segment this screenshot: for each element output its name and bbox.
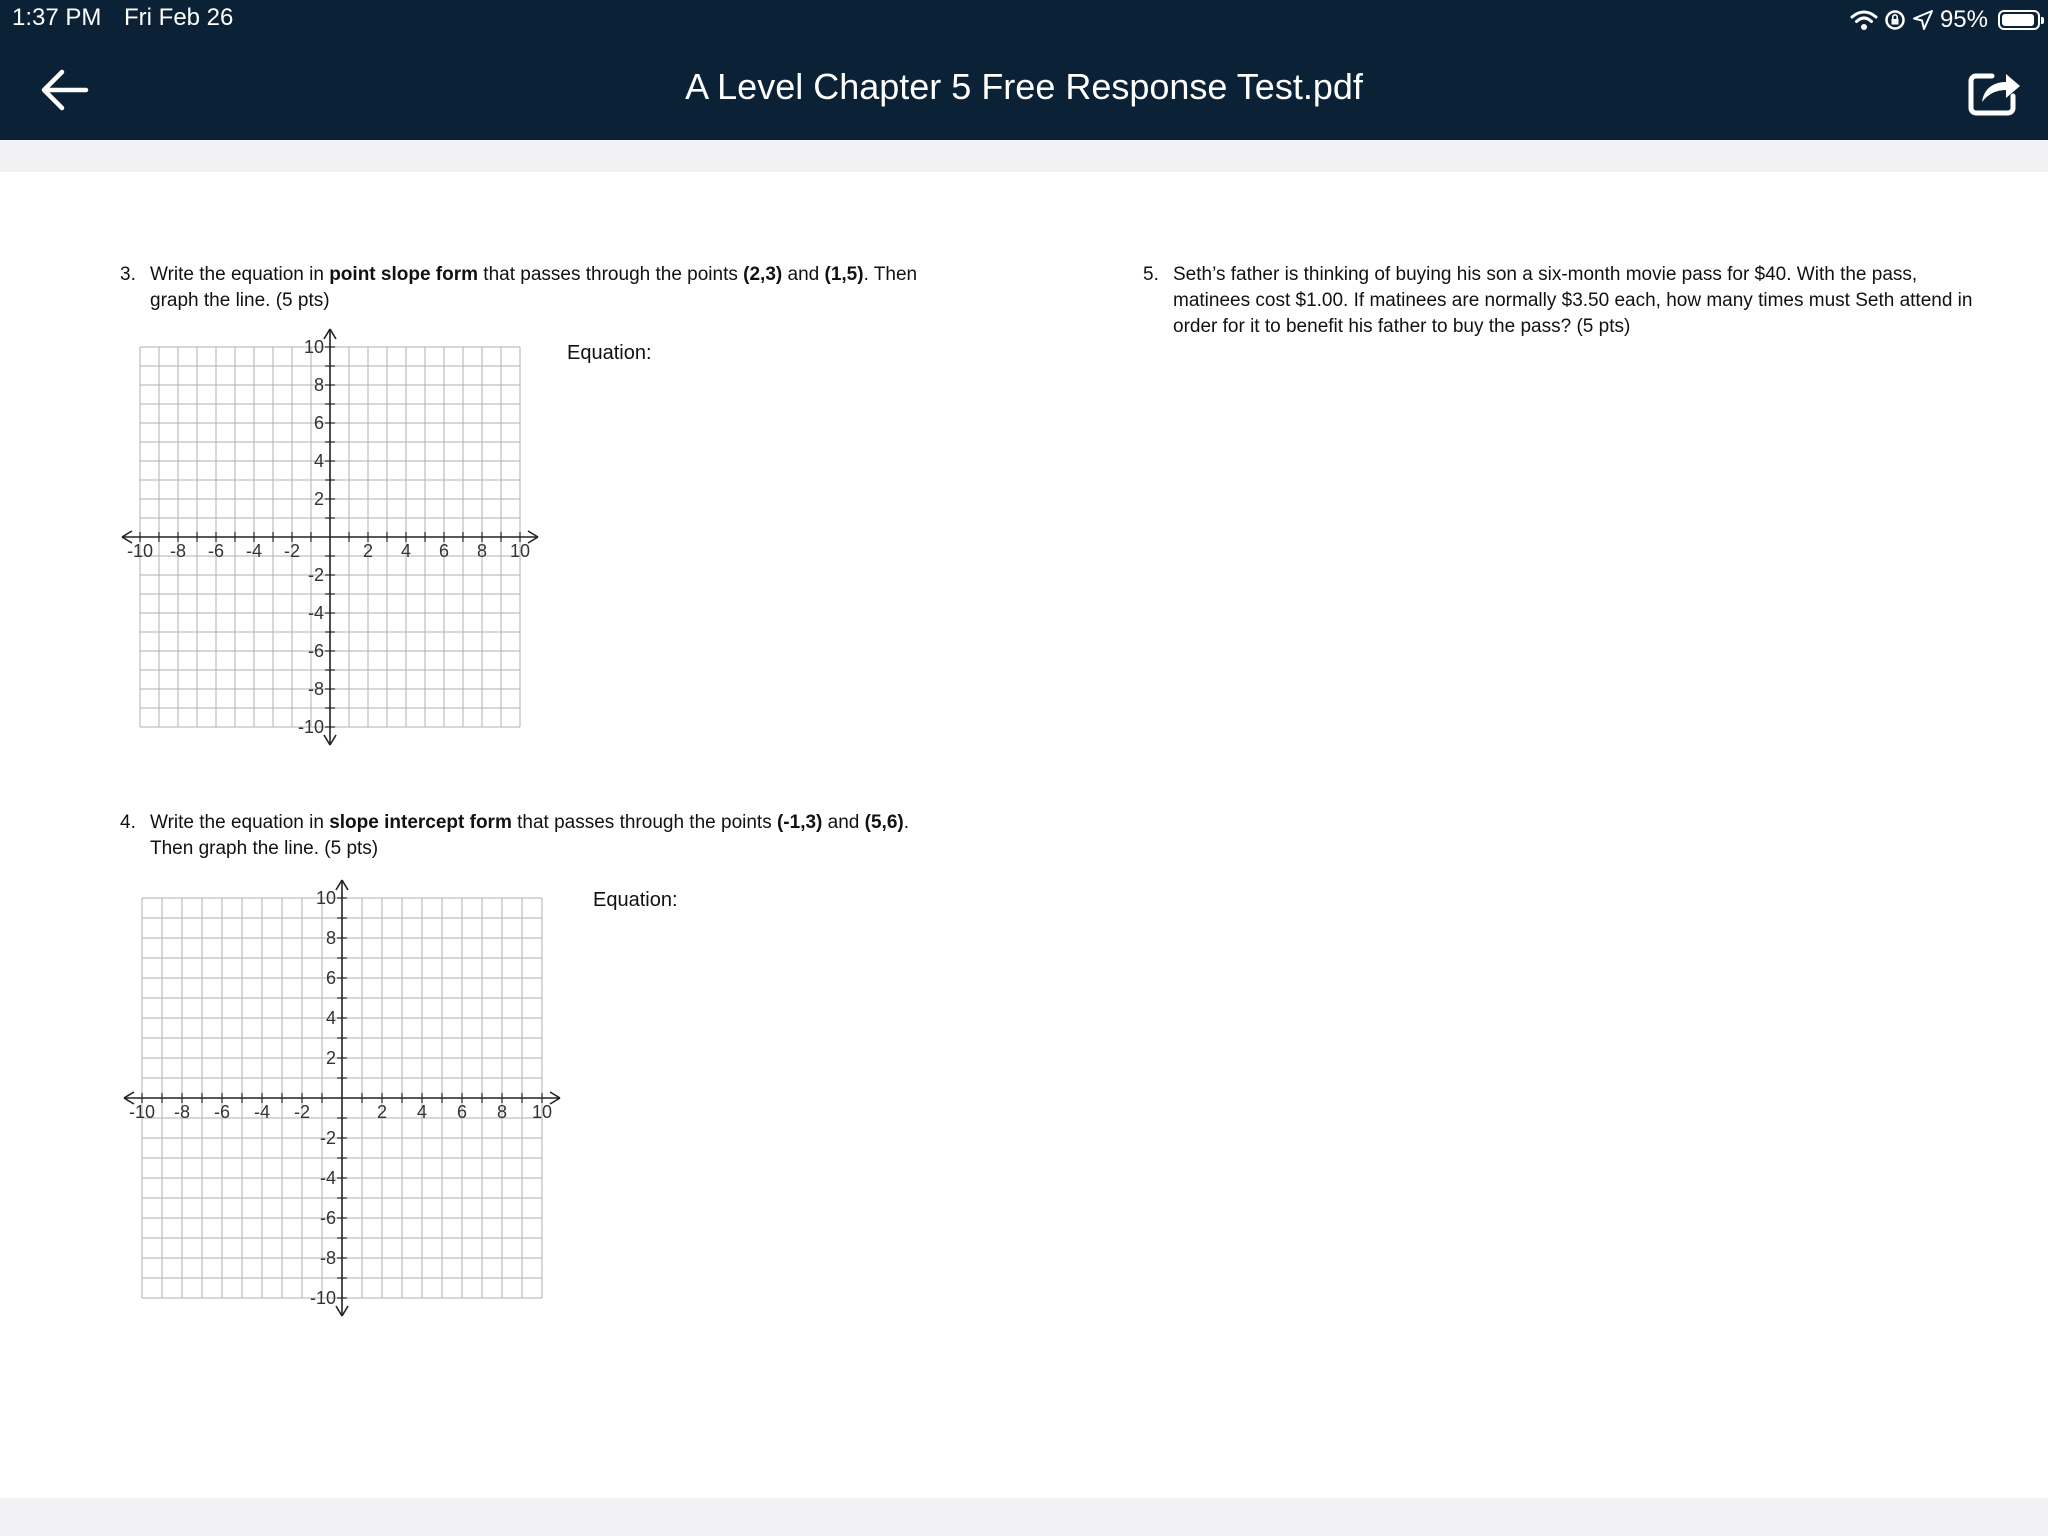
question-text-part: (-1,3) [776, 812, 823, 833]
x-tick-label: -6 [213, 1102, 231, 1122]
question-number: 4. [120, 812, 136, 833]
y-tick-label: -6 [307, 641, 324, 661]
y-tick-label: -10 [309, 1288, 336, 1308]
x-tick-label: 6 [456, 1102, 468, 1122]
top-nav-bar [0, 0, 2048, 140]
x-tick-label: -10 [126, 541, 154, 561]
x-tick-label: -10 [128, 1102, 156, 1122]
status-time: 1:37 PM [12, 4, 102, 31]
question-text-part: Seth’s father is thinking of buying his son a six-month movie pass for $40. With the pass, matinees cost $1.00. If matinees are normally $3.50 each, how many times must Seth attend in order for it to benefit his father to buy the pass? (5 pts) [1173, 264, 1973, 337]
x-tick-label: 10 [531, 1102, 553, 1122]
question-text-part: . Then graph the line. (5 pts) [150, 812, 910, 859]
x-tick-label: -8 [173, 1102, 191, 1122]
question-text-part: . Then graph the line. (5 pts) [150, 264, 918, 311]
battery-fill [2002, 14, 2034, 26]
equation-label: Equation: [567, 342, 652, 364]
y-tick-label: -8 [307, 679, 324, 699]
question-text-part: slope intercept form [329, 812, 512, 833]
question-5 [1143, 262, 1973, 340]
y-tick-label: 6 [325, 968, 336, 988]
x-tick-label: 2 [362, 541, 374, 561]
y-tick-label: 4 [313, 451, 324, 471]
y-tick-label: -6 [319, 1208, 336, 1228]
x-tick-label: 8 [496, 1102, 508, 1122]
x-tick-label: 4 [416, 1102, 428, 1122]
y-tick-label: -2 [307, 565, 324, 585]
y-tick-label: -2 [319, 1128, 336, 1148]
question-text-part: that passes through the points [511, 812, 777, 833]
status-date: Fri Feb 26 [124, 4, 234, 31]
orientation-lock-icon [1884, 9, 1906, 31]
x-tick-label: -2 [293, 1102, 311, 1122]
document-title: A Level Chapter 5 Free Response Test.pdf [685, 66, 1363, 107]
x-tick-label: -4 [253, 1102, 271, 1122]
location-icon [1912, 9, 1934, 31]
x-tick-label: -2 [283, 541, 301, 561]
y-tick-label: -10 [297, 717, 324, 737]
question-text-part: (2,3) [743, 264, 783, 285]
question-text-part: (1,5) [824, 264, 864, 285]
x-tick-label: 4 [400, 541, 412, 561]
y-tick-label: 2 [313, 489, 324, 509]
y-tick-label: 4 [325, 1008, 336, 1028]
wifi-icon [1850, 9, 1878, 31]
y-tick-label: 6 [313, 413, 324, 433]
y-tick-label: 10 [303, 337, 324, 357]
y-tick-label: -4 [319, 1168, 336, 1188]
x-tick-label: 6 [438, 541, 450, 561]
y-tick-label: 10 [315, 888, 336, 908]
question-text-part: and [782, 264, 825, 285]
status-indicators [1850, 4, 2040, 36]
x-tick-label: 2 [376, 1102, 388, 1122]
question-number: 3. [120, 264, 136, 285]
y-tick-label: -4 [307, 603, 324, 623]
y-tick-label: 8 [313, 375, 324, 395]
battery-icon [1998, 10, 2040, 30]
question-number: 5. [1143, 264, 1159, 285]
question-text [1173, 262, 1973, 340]
question-text-part: and [822, 812, 865, 833]
equation-label: Equation: [593, 889, 678, 911]
question-text-part: Write the equation in [150, 264, 330, 285]
x-tick-label: 10 [509, 541, 531, 561]
question-text-part: that passes through the points [478, 264, 744, 285]
y-tick-label: -8 [319, 1248, 336, 1268]
battery-percent: 95% [1939, 6, 1988, 33]
x-tick-label: 8 [476, 541, 488, 561]
coordinate-grid-2 [0, 172, 620, 1372]
question-text-part: (5,6) [864, 812, 904, 833]
x-tick-label: -4 [245, 541, 263, 561]
question-text-part: Write the equation in [150, 812, 330, 833]
y-tick-label: 8 [325, 928, 336, 948]
pdf-page[interactable] [0, 172, 2048, 1498]
share-icon[interactable] [1966, 64, 2022, 118]
x-tick-label: -8 [169, 541, 187, 561]
x-tick-label: -6 [207, 541, 225, 561]
question-text-part: point slope form [329, 264, 479, 285]
y-tick-label: 2 [325, 1048, 336, 1068]
